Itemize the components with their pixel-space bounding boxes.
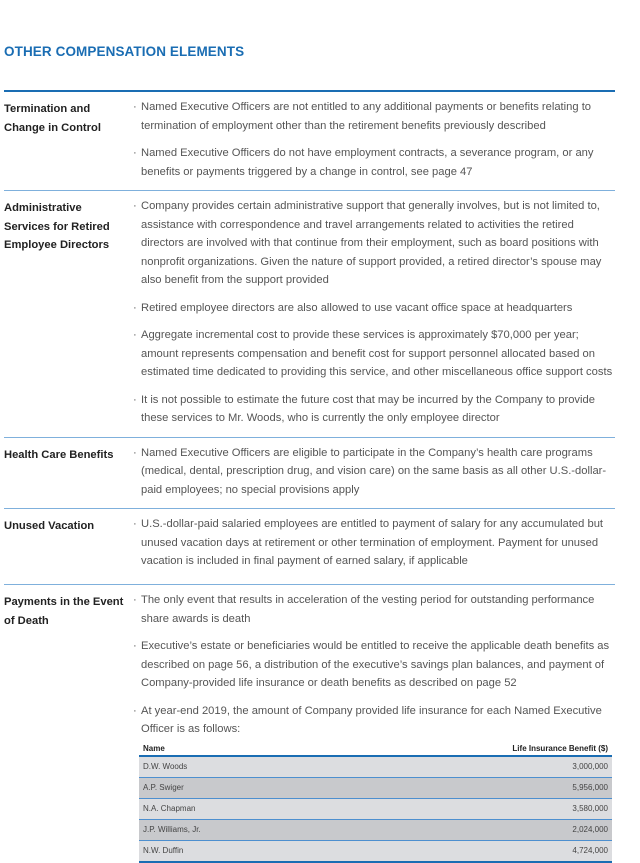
section bbox=[4, 437, 615, 509]
section-label: Unused Vacation bbox=[4, 520, 95, 532]
section bbox=[4, 584, 615, 863]
table-header-row bbox=[139, 742, 612, 756]
table-row bbox=[139, 798, 612, 819]
bullet-item: · Executive’s estate or beneficiaries would be entitled to receive the applicable death benefits as described on page 56, a distribution of the executive’s savings plan balances, and payment of Company-provided life insurance or death benefits as described on page 52 bbox=[133, 637, 617, 693]
bullet-item: · Aggregate incremental cost to provide these services is approximately $70,000 per year; amount represents compensation and benefit cost for support personnel allocated based on estimated time dedicated to providing this service, and other miscellaneous office support costs bbox=[133, 326, 617, 382]
cell-benefit: 3,000,000 bbox=[322, 756, 612, 778]
cell-benefit: 2,024,000 bbox=[322, 819, 612, 840]
bullet-item: · U.S.-dollar-paid salaried employees are entitled to payment of salary for any accumulated but unused vacation days at retirement or other termination of employment. Payment for unused vacation is included in final payment of earned salary, if applicable bbox=[133, 515, 617, 571]
life-insurance-table bbox=[139, 742, 612, 863]
page-title: OTHER COMPENSATION ELEMENTS bbox=[4, 44, 245, 59]
cell-name: N.A. Chapman bbox=[139, 798, 322, 819]
header-name: Name bbox=[139, 742, 322, 756]
bullet-item: · At year-end 2019, the amount of Company provided life insurance for each Named Executive Officer is as follows: bbox=[133, 702, 617, 739]
section bbox=[4, 190, 615, 437]
cell-benefit: 4,724,000 bbox=[322, 840, 612, 862]
cell-benefit: 3,580,000 bbox=[322, 798, 612, 819]
bullet-item: · Named Executive Officers are eligible to participate in the Company’s health care programs (medical, dental, prescription drug, and vision care) on the same basis as all other U.S.-dollar-paid employees; no special provisions apply bbox=[133, 444, 617, 500]
sections bbox=[4, 90, 615, 863]
section-label: Termination and Change in Control bbox=[4, 103, 101, 134]
table-row bbox=[139, 756, 612, 778]
section-label: Health Care Benefits bbox=[4, 448, 114, 461]
bullet-list bbox=[133, 92, 617, 190]
table-row bbox=[139, 819, 612, 840]
bullet-list bbox=[133, 191, 617, 437]
bullet-item: · Company provides certain administrative support that generally involves, but is not limited to, assistance with correspondence and travel arrangements related to activities the retired directors are involved with that continue from their employment, such as board positions with nonprofit organizations. Given the nature of support provided, a retired director’s spouse may also benefit from the support provided bbox=[133, 197, 617, 290]
section bbox=[4, 90, 615, 190]
table-row bbox=[139, 777, 612, 798]
bullet-item: · Named Executive Officers are not entitled to any additional payments or benefits relating to termination of employment other than the retirement benefits previously described bbox=[133, 98, 617, 135]
bullet-item: · Retired employee directors are also allowed to use vacant office space at headquarters bbox=[133, 299, 617, 318]
cell-name: J.P. Williams, Jr. bbox=[139, 819, 322, 840]
cell-benefit: 5,956,000 bbox=[322, 777, 612, 798]
section-label: Payments in the Event of Death bbox=[4, 596, 124, 627]
table-row bbox=[139, 840, 612, 862]
section-label: Administrative Services for Retired Employee Directors bbox=[4, 202, 110, 251]
bullet-list bbox=[133, 509, 617, 584]
bullet-list bbox=[133, 438, 617, 509]
bullet-list bbox=[133, 585, 617, 863]
bullet-item: · Named Executive Officers do not have employment contracts, a severance program, or any benefits or payments triggered by a change in control, see page 47 bbox=[133, 144, 617, 181]
header-benefit: Life Insurance Benefit ($) bbox=[322, 742, 612, 756]
section bbox=[4, 508, 615, 584]
cell-name: A.P. Swiger bbox=[139, 777, 322, 798]
cell-name: D.W. Woods bbox=[139, 756, 322, 778]
bullet-item: · It is not possible to estimate the future cost that may be incurred by the Company to provide these services to Mr. Woods, who is currently the only employee director bbox=[133, 391, 617, 428]
cell-name: N.W. Duffin bbox=[139, 840, 322, 862]
bullet-item: · The only event that results in acceleration of the vesting period for outstanding performance share awards is death bbox=[133, 591, 617, 628]
